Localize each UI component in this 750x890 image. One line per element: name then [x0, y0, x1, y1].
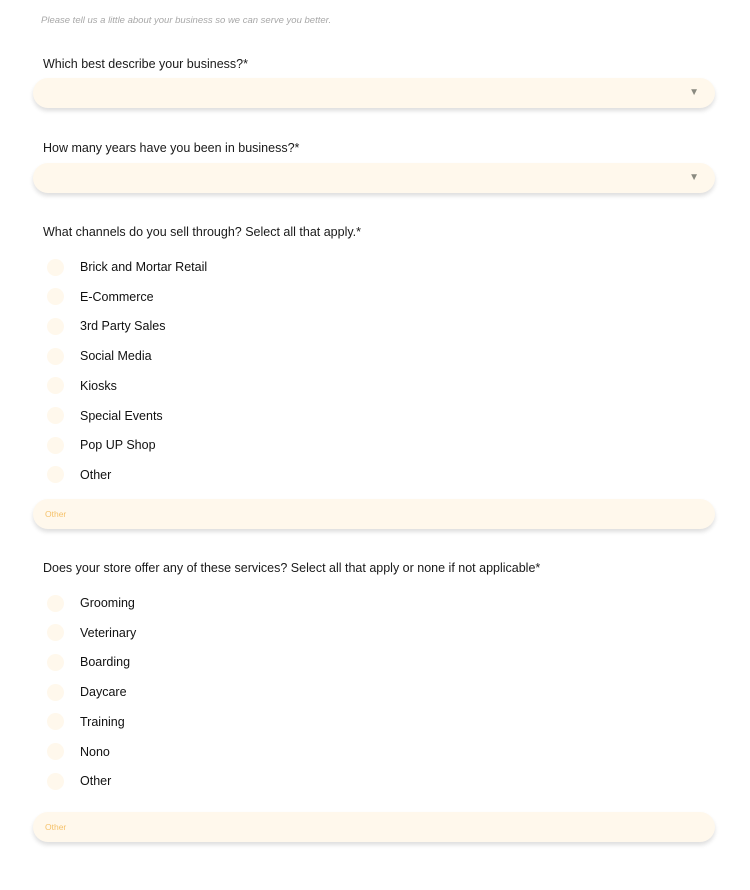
checkbox-option[interactable] — [47, 258, 207, 276]
checkbox[interactable] — [47, 259, 64, 276]
checkbox[interactable] — [47, 348, 64, 365]
option-label: Training — [80, 714, 125, 729]
checkbox-option[interactable] — [47, 377, 117, 395]
services-other-input[interactable] — [33, 812, 715, 842]
checkbox[interactable] — [47, 437, 64, 454]
checkbox[interactable] — [47, 654, 64, 671]
checkbox[interactable] — [47, 624, 64, 641]
checkbox-option[interactable] — [47, 594, 135, 612]
years-in-business-label: How many years have you been in business?* — [43, 141, 300, 155]
checkbox-option[interactable] — [47, 743, 110, 761]
checkbox[interactable] — [47, 773, 64, 790]
checkbox[interactable] — [47, 595, 64, 612]
checkbox[interactable] — [47, 377, 64, 394]
checkbox[interactable] — [47, 407, 64, 424]
checkbox[interactable] — [47, 713, 64, 730]
checkbox[interactable] — [47, 318, 64, 335]
option-label: Other — [80, 774, 112, 789]
option-label: 3rd Party Sales — [80, 319, 166, 334]
business-type-select[interactable] — [33, 78, 715, 108]
option-label: Other — [80, 467, 112, 482]
checkbox-option[interactable] — [47, 772, 111, 790]
checkbox-option[interactable] — [47, 624, 136, 642]
checkbox[interactable] — [47, 466, 64, 483]
checkbox-option[interactable] — [47, 317, 165, 335]
chevron-down-icon: ▼ — [689, 172, 699, 183]
checkbox[interactable] — [47, 684, 64, 701]
option-label: Boarding — [80, 655, 131, 670]
checkbox-option[interactable] — [47, 713, 125, 731]
option-label: Brick and Mortar Retail — [80, 260, 208, 274]
years-in-business-select[interactable] — [33, 163, 715, 193]
channels-label: What channels do you sell through? Select all that apply.* — [43, 225, 362, 239]
option-label: Kiosks — [80, 378, 117, 393]
checkbox-option[interactable] — [47, 653, 130, 671]
checkbox-option[interactable] — [47, 347, 152, 365]
business-type-label: Which best describe your business?* — [43, 57, 248, 71]
other-placeholder: Other — [45, 822, 67, 832]
option-label: Veterinary — [80, 625, 137, 640]
checkbox-option[interactable] — [47, 288, 154, 306]
channels-other-input[interactable] — [33, 499, 715, 529]
option-label: Daycare — [80, 685, 127, 700]
checkbox-option[interactable] — [47, 407, 163, 425]
option-label: Pop UP Shop — [80, 438, 156, 453]
option-label: Social Media — [80, 349, 152, 364]
option-label: E-Commerce — [80, 289, 154, 304]
option-label: Special Events — [80, 408, 163, 423]
checkbox[interactable] — [47, 743, 64, 760]
form-intro: Please tell us a little about your business so we can serve you better. — [41, 15, 332, 26]
option-label: Grooming — [80, 596, 135, 610]
checkbox[interactable] — [47, 288, 64, 305]
checkbox-option[interactable] — [47, 466, 111, 484]
services-label: Does your store offer any of these services? Select all that apply or none if not applicable* — [43, 561, 541, 575]
checkbox-option[interactable] — [47, 683, 127, 701]
checkbox-option[interactable] — [47, 436, 156, 454]
other-placeholder: Other — [45, 509, 67, 519]
option-label: Nono — [80, 744, 110, 759]
chevron-down-icon: ▼ — [689, 87, 699, 98]
